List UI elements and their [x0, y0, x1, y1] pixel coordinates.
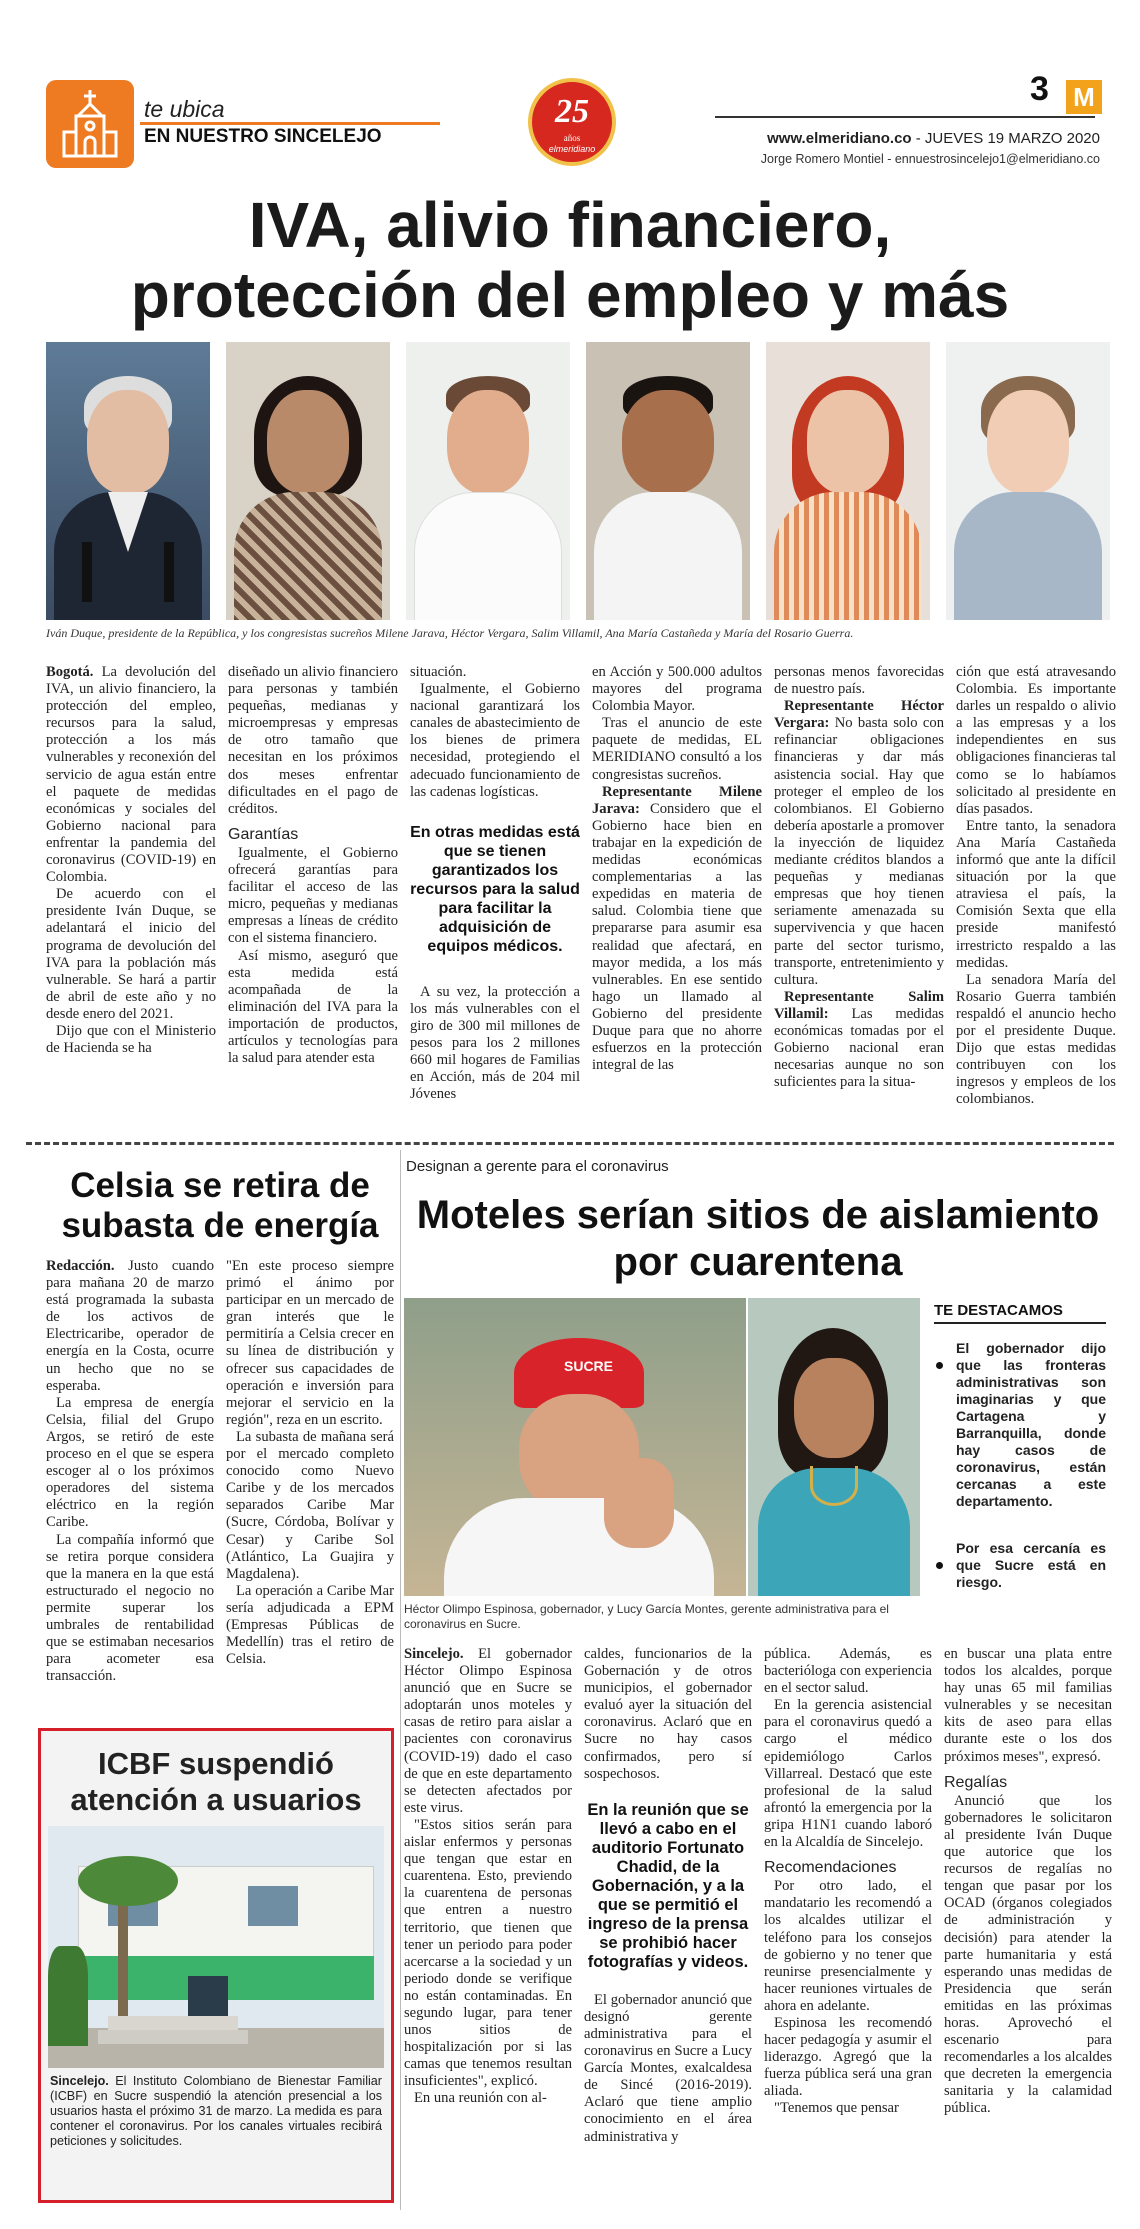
moteles-column-4 — [944, 1646, 1112, 2118]
main-column-4 — [592, 664, 762, 1074]
portrait-ivan-duque — [46, 342, 210, 620]
main-column-1 — [46, 664, 216, 1057]
portrait-milene-jarava — [226, 342, 390, 620]
paragraph: Entre tanto, la senadora Ana María Castañeda informó que ante la difícil situación por la que atraviesa el país, la Comisión Sexta que ella preside manifestó irrestricto respaldo a las medidas. — [956, 817, 1116, 971]
paragraph: En una reunión con al- — [414, 2090, 547, 2107]
destacamos-title: TE DESTACAMOS — [934, 1302, 1063, 1319]
portraits-caption: Iván Duque, presidente de la República, y los congresistas sucreños Milene Jarava, Héctor Vergara, Salim Villamil, Ana María Castañeda y María del Rosario Guerra. — [46, 626, 854, 640]
main-column-3 — [410, 664, 580, 1103]
icbf-headline: ICBF suspendió atención a usuarios — [70, 1746, 362, 1817]
paragraph: personas menos favorecidas de nuestro país. — [774, 664, 944, 698]
paragraph: Dijo que con el Ministerio de Hacienda se ha — [46, 1022, 216, 1057]
moteles-photo-caption: Héctor Olimpo Espinosa, gobernador, y Lucy García Montes, gerente administrativa para el coronavirus en Sucre. — [404, 1602, 889, 1631]
brand-logo: M — [1066, 80, 1102, 114]
cap-text: SUCRE — [564, 1358, 614, 1374]
section-divider — [26, 1142, 1114, 1145]
icbf-caption — [50, 2074, 382, 2149]
badge-number: 25 — [555, 93, 589, 130]
headline-line-2: protección del empleo y más — [130, 259, 1010, 331]
paragraph: diseñado un alivio financiero para personas y también pequeñas, medianas y microempresas y empresas de otro tamaño que necesitan en los próximos dos meses enfrentar dificultades en el pago de créditos. — [228, 664, 398, 817]
paragraph: Tras el anuncio de este paquete de medidas, EL MERIDIANO consultó a los congresistas sucreños. — [592, 715, 762, 783]
paragraph: La senadora María del Rosario Guerra también respaldó el anuncio hecho por el presidente Duque. Dijo que estas medidas contribuyen con los ingresos y empleos de los colombianos. — [956, 971, 1116, 1108]
portrait-hector-vergara — [406, 342, 570, 620]
main-headline — [30, 190, 1110, 330]
section-logo — [46, 80, 134, 168]
section-top-label: te ubica — [144, 96, 225, 122]
celsia-headline: Celsia se retira de subasta de energía — [61, 1166, 379, 1245]
destacamos-bullet: El gobernador dijo que las fronteras administrativas son imaginarias y que Cartagena y Barranquilla, donde hay casos de coronavirus, están cercanas a este departamento. — [934, 1340, 1106, 1510]
moteles-kicker: Designan a gerente para el coronavirus — [406, 1158, 669, 1175]
paragraph: A su vez, la protección a los más vulnerables con el giro de 300 mil millones de pesos para los 2 millones 660 mil hogares de Familias en Acción, más de 204 mil Jóvenes — [410, 983, 580, 1103]
speaker: Representante Héctor Vergara: — [774, 698, 944, 732]
paragraph: "Tenemos que pensar — [774, 2100, 899, 2117]
subhead: Regalías — [944, 1773, 1008, 1791]
paragraph: Considero que el Gobierno hace bien en trabajar en la expedición de medidas económicas complementarias a las expedidas en materia de salud. Colombia tiene que prepararse para asumir esa realidad que afectará, en mayor medida, a los más vulnerables. En ese sentido hago un llamado al Gobierno del presidente Duque para que no ahorre esfuerzos en la protección integral de las — [592, 800, 762, 1074]
paragraph: Justo cuando para mañana 20 de marzo está programada la subasta de los activos de Electricaribe, operador de energía en la Costa, ocurre un hecho que no se esperaba. — [46, 1258, 214, 1394]
celsia-column-2 — [226, 1258, 394, 1668]
section-bottom-label: EN NUESTRO SINCELEJO — [144, 126, 382, 147]
dateline: Redacción. — [46, 1258, 115, 1274]
paragraph: Así mismo, aseguró que esta medida está acompañada de la eliminación del IVA para la importación de productos, artículos y tecnologías para la salud para atender esta — [228, 947, 398, 1067]
paragraph: La subasta de mañana será por el mercado completo conocido como Nuevo Caribe y de los mercados separados Caribe Mar (Sucre, Córdoba, Bolívar y Cesar) y Caribe Sol (Atlántico, La Guajira y Magdalena). — [226, 1428, 394, 1582]
paragraph: Igualmente, el Gobierno ofrecerá garantías para facilitar el acceso de las micro, pequeñas y medianas empresas a líneas de crédito con el sistema financiero. — [228, 844, 398, 947]
dateline: Bogotá. — [46, 664, 94, 680]
speaker: Representante Salim Villamil: — [774, 988, 944, 1022]
main-column-6 — [956, 664, 1116, 1108]
church-icon — [46, 80, 134, 168]
paragraph: pública. Además, es bacterióloga con experiencia en el sector salud. — [764, 1646, 932, 1697]
badge-text: elmeridiano — [548, 144, 596, 154]
moteles-column-3 — [764, 1646, 932, 2118]
headline-line-1: IVA, alivio financiero, — [248, 189, 892, 261]
paragraph: El gobernador Héctor Olimpo Espinosa anunció que en Sucre se adoptarán unos moteles y casas de retiro para aislar a pacientes con coronavirus (COVID-19) dado el caso de que en este departamento se detecten afectados por este virus. — [404, 1646, 572, 1816]
paragraph: situación. — [410, 664, 467, 680]
paragraph: Espinosa les recomendó hacer pedagogía y asumir el liderazgo. Agregó que la fuerza pública será una gran aliada. — [764, 2014, 932, 2100]
column-rule — [400, 1150, 401, 2210]
paragraph: Las medidas económicas tomadas por el Gobierno nacional eran necesarias aunque no son suficientes para la situa- — [774, 1005, 944, 1091]
portrait-maria-del-rosario-guerra — [946, 342, 1110, 620]
paragraph: La compañía informó que se retira porque considera que la manera en la que está estructurado el negocio no permite superar los umbrales de rentabilidad que se estimaban necesarios para acometer esa transacción. — [46, 1531, 214, 1685]
icbf-building-photo — [48, 1826, 384, 2068]
pull-quote: En otras medidas está que se tienen garantizados los recursos para la salud para facilitar la adquisición de equipos médicos. — [410, 823, 580, 955]
pull-quote: En la reunión que se llevó a cabo en el auditorio Fortunato Chadid, de la Gobernación, y a la que se permitió el ingreso de la prensa se prohibió hacer fotografías y videos. — [587, 1800, 749, 1971]
byline: Jorge Romero Montiel - ennuestrosincelejo1@elmeridiano.co — [760, 152, 1100, 166]
paragraph: Por otro lado, el mandatario les recomendó a los alcaldes utilizar el teléfono para los consejos de gobierno y no tener que reunirse presencialmente y hacer reuniones virtuales de ahora en adelante. — [764, 1878, 932, 2014]
celsia-column-1 — [46, 1258, 214, 1685]
subhead: Garantías — [228, 825, 299, 843]
portrait-salim-villamil — [586, 342, 750, 620]
dateline: Sincelejo. — [404, 1646, 464, 1662]
site-date-line — [600, 130, 1100, 147]
site-url: www.elmeridiano.co — [767, 130, 912, 147]
page-number: 3 — [1030, 70, 1049, 108]
paragraph: La empresa de energía Celsia, filial del Grupo Argos, se retiró de este proceso en el que se espera escoger al o los próximos operadores del sistema eléctrico en la región Caribe. — [46, 1394, 214, 1531]
paragraph: en Acción y 500.000 adultos mayores del programa Colombia Mayor. — [592, 664, 762, 715]
paragraph: La devolución del IVA, un alivio financiero, la protección del empleo, recursos para la salud, protección a los más vulnerables y reconexión del servicio de agua están entre el paquete de medidas económicas y sociales del Gobierno nacional para enfrentar la pandemia del coronavirus (COVID-19) en Colombia. — [46, 664, 216, 886]
moteles-column-2 — [584, 1646, 752, 2146]
badge-small: años — [563, 133, 581, 143]
paragraph: No basta solo con refinanciar obligaciones financieras y dar más asistencia social. Hay que proteger el empleo de los colombianos. El Gobierno debería apostarle a promover la inyección de liquidez mediante créditos blandos a pequeñas y medianas empresas que hoy tienen seriamente amenazada su supervivencia y que hacen parte del sector turismo, transporte, entretenimiento y cultura. — [774, 715, 944, 988]
dateline: Sincelejo. — [50, 2074, 109, 2088]
issue-date: - JUEVES 19 MARZO 2020 — [911, 130, 1100, 147]
photo-lucy-garcia-montes — [748, 1298, 920, 1596]
destacamos-bullet: Por esa cercanía es que Sucre está en riesgo. — [934, 1540, 1106, 1591]
subhead: Recomendaciones — [764, 1859, 897, 1877]
paragraph: Anunció que los gobernadores le solicitaron al presidente Iván Duque que autorice que los recursos de regalías no tengan que pasar por los OCAD (órganos colegiados de administración y decisión) para atender la parte humanitaria y está esperando unas medidas de Presidencia que serán emitidas en las próximas horas. Aprovechó el escenario para recomendarles a los alcaldes que decreten la emergencia sanitaria y la calamidad pública. — [944, 1792, 1112, 2117]
paragraph: De acuerdo con el presidente Iván Duque, se adelantará el inicio del programa de devolución del IVA para la población más vulnerable. Se hará a partir de abril de este año y no desde enero del 2021. — [46, 886, 216, 1022]
caption-text: El Instituto Colombiano de Bienestar Familiar (ICBF) en Sucre suspendió la atención presencial a los usuarios hasta el próximo 31 de marzo. La medida es para contener el coronavirus. Por los canales virtuales recibirá peticiones y solicitudes. — [50, 2074, 382, 2148]
portrait-ana-maria-castaneda — [766, 342, 930, 620]
photo-hector-olimpo-espinosa — [404, 1298, 746, 1596]
destacamos-rule — [934, 1322, 1106, 1324]
paragraph: en buscar una plata entre todos los alcaldes, porque hay unas 65 mil familias vulnerables y se necesitan kits de aseo para ellas durante este o los dos próximos meses", expresó. — [944, 1646, 1112, 1765]
paragraph: "En este proceso siempre primó el ánimo por participar en un mercado de gran interés que le permitiría a Celsia crecer en su línea de distribución y ofrecer sus capacidades de operación e inversión para mejorar el servicio en la región", reza en un escrito. — [226, 1258, 394, 1428]
paragraph: Igualmente, el Gobierno nacional garantizará los canales de abastecimiento de los bienes de primera necesidad, protegiendo el adecuado funcionamiento de las cadenas logísticas. — [410, 681, 580, 800]
paragraph: "Estos sitios serán para aislar enfermos y personas que tengan que estar en cuarentena. Esto, previendo la cuarentena de personas que entren a nuestro territorio, que tienen que tener un periodo para poder acercarse a la sociedad y un periodo donde se verifique no están contaminadas. En segundo lugar, para tener unos sitios de hospitalización por si las camas que tenemos resultan insuficientes", explicó. — [404, 1816, 572, 2090]
paragraph: caldes, funcionarios de la Gobernación y de otros municipios, el gobernador evaluó ayer la situación del coronavirus. Aclaró que en Sucre no hay casos confirmados, pero sí sospechosos. — [584, 1646, 752, 1782]
paragraph: El gobernador anunció que designó gerente administrativa para el coronavirus en Sucre a Lucy García Montes, exalcaldesa de Sincé (2016-2019). Aclaró que tiene amplio conocimiento en el área administrativa y — [584, 1991, 752, 2145]
main-column-2 — [228, 664, 398, 1067]
paragraph: En la gerencia asistencial para el coronavirus quedó a cargo el médico epidemiólogo Carlos Villarreal. Destacó que este profesional de la salud afrontó la emergencia por la gripa H1N1 cuando laboró en la Alcaldía de Sincelejo. — [764, 1697, 932, 1851]
paragraph: ción que está atravesando Colombia. Es importante darles un respaldo o alivio a las empresas y a los independientes en sus obligaciones financieras tal como se lo habíamos solicitado al presidente en días pasados. — [956, 664, 1116, 817]
main-column-5 — [774, 664, 944, 1091]
moteles-headline: Moteles serían sitios de aislamiento por cuarentena — [416, 1193, 1100, 1284]
paragraph: La operación a Caribe Mar sería adjudicada a EPM (Empresas Públicas de Medellín) tras el retiro de Celsia. — [226, 1582, 394, 1668]
header-rule — [715, 116, 1095, 118]
moteles-column-1 — [404, 1646, 572, 2108]
section-rule — [140, 122, 440, 125]
speaker: Representante Milene Jarava: — [592, 783, 762, 817]
